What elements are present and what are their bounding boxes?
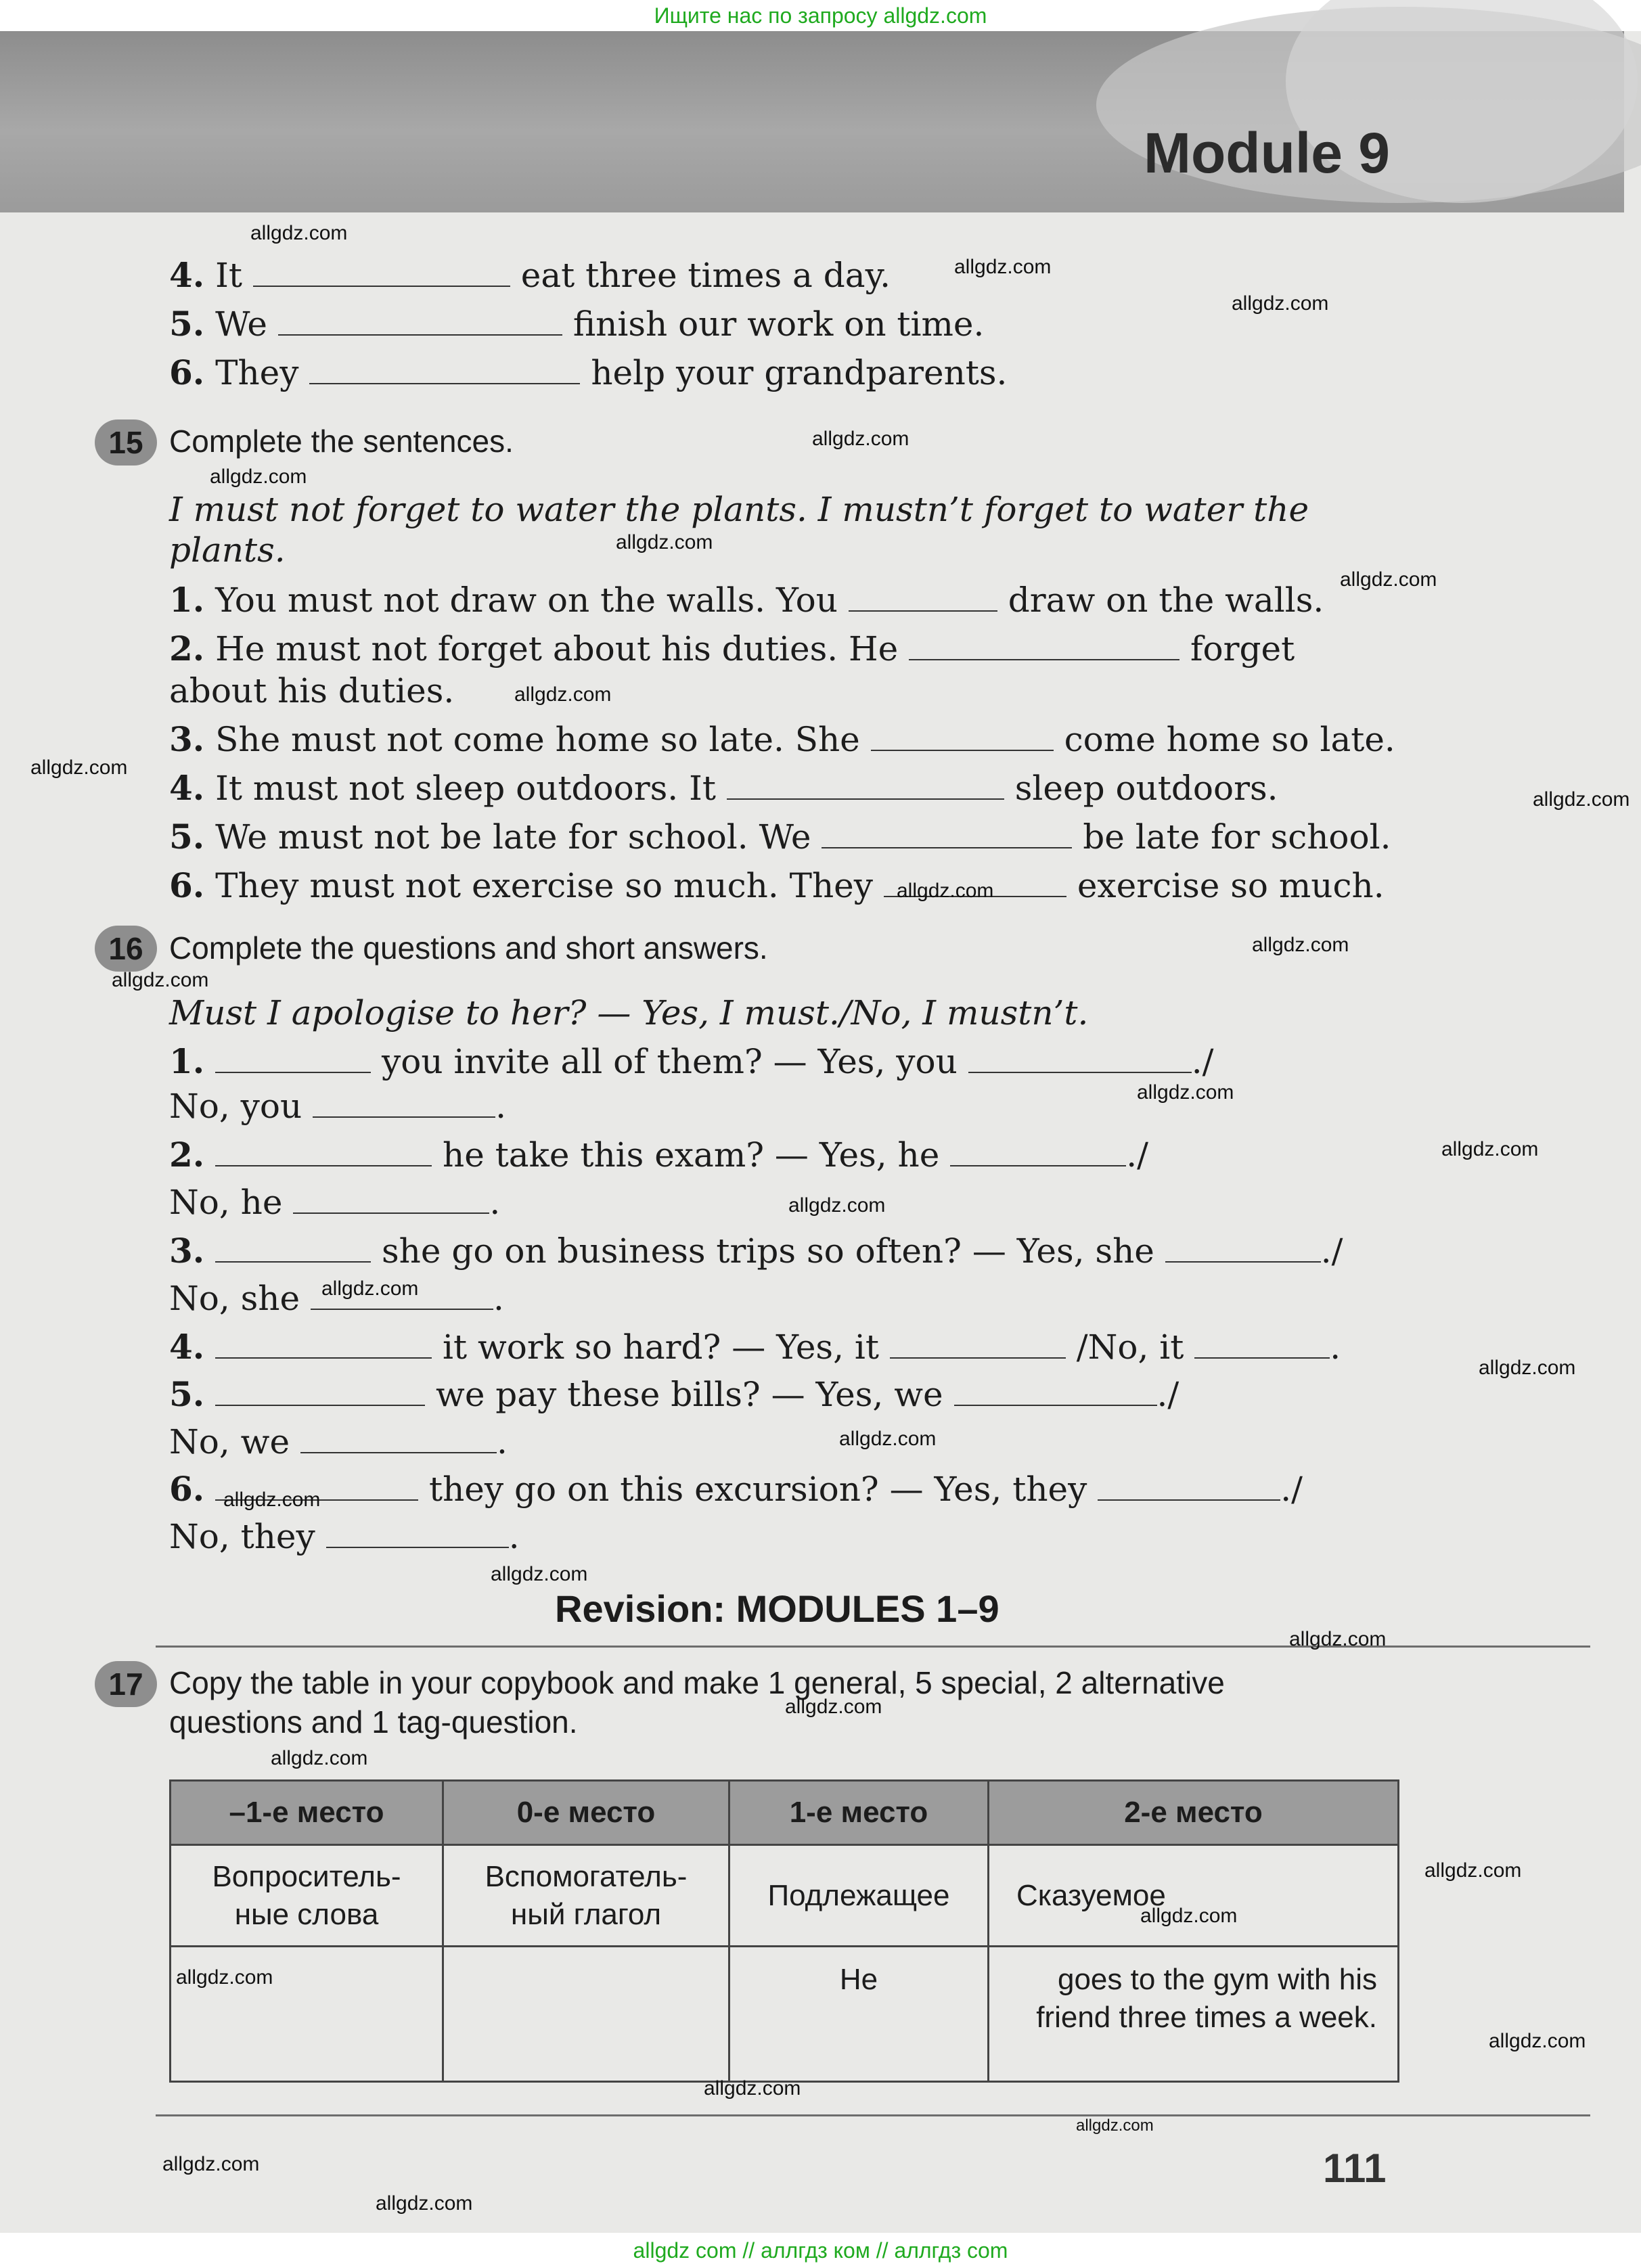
watermark: allgdz.com (1140, 1905, 1238, 1927)
table-cell: Вопроситель- ные слова (171, 1845, 443, 1947)
answer-blank[interactable] (300, 1420, 497, 1453)
ex16-item-3: 3. she go on business trips so often? — Yes, she ./ (169, 1227, 1343, 1275)
answer-blank[interactable] (215, 1133, 432, 1166)
table-header-cell: 2-е место (989, 1781, 1399, 1845)
answer-blank[interactable] (253, 253, 510, 287)
watermark: allgdz.com (1533, 788, 1630, 811)
answer-blank[interactable] (1098, 1467, 1280, 1501)
answer-blank[interactable] (849, 578, 997, 612)
page-number: 111 (1323, 2146, 1387, 2191)
table-row (171, 1845, 1399, 1947)
ex16-item-5: 5. we pay these bills? — Yes, we ./ (169, 1371, 1179, 1418)
bleed-through-text (1326, 257, 1336, 294)
ex15-item-2-cont: about his duties. (169, 671, 455, 710)
answer-blank[interactable] (890, 1325, 1066, 1359)
exercise-15-title: Complete the sentences. (169, 424, 514, 459)
exercise-15-example: I must not forget to water the plants. I mustn’t forget to water the (169, 490, 1309, 529)
ex16-item-6: 6. they go on this excursion? — Yes, they ./ (169, 1466, 1303, 1513)
footer-divider (156, 2114, 1590, 2116)
watermark: allgdz.com (1479, 1357, 1576, 1379)
watermark: allgdz.com (954, 256, 1052, 278)
watermark: allgdz.com (1076, 2116, 1154, 2135)
watermark: allgdz.com (223, 1489, 321, 1511)
exercise-17-title: Copy the table in your copybook and make 1 general, 5 special, 2 alternative (169, 1665, 1225, 1700)
watermark: allgdz.com (785, 1696, 882, 1718)
ex16-item-5-no: No, we . (169, 1418, 508, 1466)
exercise-15-badge: 15 (95, 419, 157, 466)
watermark: allgdz.com (812, 428, 909, 450)
watermark: allgdz.com (1424, 1859, 1522, 1882)
answer-blank[interactable] (954, 1372, 1157, 1406)
watermark: allgdz.com (112, 969, 209, 991)
table-header-cell: –1-е место (171, 1781, 443, 1845)
ex14-line-5: 5. We finish our work on time. (169, 300, 984, 348)
answer-blank[interactable] (215, 1372, 425, 1406)
table-cell: Сказуемое (989, 1845, 1399, 1947)
ex16-item-1-no: No, you . (169, 1083, 506, 1130)
answer-blank[interactable] (326, 1514, 509, 1548)
exercise-17-title-cont: questions and 1 tag-question. (169, 1704, 578, 1740)
watermark: allgdz.com (1289, 1628, 1387, 1650)
answer-blank[interactable] (1165, 1229, 1321, 1263)
answer-blank[interactable] (215, 1039, 371, 1073)
exercise-15-example-cont: plants. (169, 530, 286, 570)
table-header-row (171, 1781, 1399, 1845)
watermark: allgdz.com (1252, 934, 1349, 956)
ex15-item-3: 3. She must not come home so late. She come home so late. (169, 716, 1395, 763)
answer-blank[interactable] (968, 1039, 1192, 1073)
table-row (171, 1947, 1399, 2082)
watermark: allgdz.com (1441, 1138, 1539, 1160)
answer-blank[interactable] (215, 1325, 432, 1359)
watermark: allgdz.com (162, 2153, 260, 2175)
watermark: allgdz.com (176, 1966, 273, 1989)
watermark: allgdz.com (616, 531, 713, 553)
ex16-item-2-no: No, he . (169, 1179, 500, 1226)
watermark: allgdz.com (897, 880, 994, 902)
watermark: allgdz.com (788, 1194, 886, 1217)
table-cell: Подлежащее (729, 1845, 989, 1947)
answer-blank[interactable] (215, 1229, 371, 1263)
table-header-cell: 1-е место (729, 1781, 989, 1845)
top-banner[interactable]: Ищите нас по запросу allgdz.com (0, 0, 1641, 31)
answer-blank[interactable] (309, 350, 580, 384)
table-header-cell: 0-е место (443, 1781, 729, 1845)
watermark: allgdz.com (250, 222, 348, 244)
module-title: Module 9 (1144, 121, 1391, 185)
answer-blank[interactable] (871, 717, 1054, 751)
answer-blank[interactable] (909, 627, 1179, 660)
ex15-item-1: 1. You must not draw on the walls. You draw on the walls. (169, 576, 1324, 624)
answer-blank[interactable] (950, 1133, 1126, 1166)
watermark: allgdz.com (1232, 292, 1329, 315)
watermark: allgdz.com (210, 466, 307, 488)
exercise-16-badge: 16 (95, 926, 157, 972)
watermark: allgdz.com (514, 683, 612, 706)
watermark: allgdz.com (839, 1428, 937, 1450)
ex16-item-4: 4. it work so hard? — Yes, it /No, it . (169, 1323, 1341, 1371)
ex15-item-5: 5. We must not be late for school. We be late for school. (169, 813, 1391, 861)
answer-blank[interactable] (293, 1180, 489, 1214)
exercise-17-badge: 17 (95, 1661, 157, 1707)
ex15-item-6: 6. They must not exercise so much. They exercise so much. (169, 862, 1385, 909)
ex16-item-6-no: No, they . (169, 1513, 520, 1560)
table-cell: Вспомогатель- ный глагол (443, 1845, 729, 1947)
answer-blank[interactable] (1194, 1325, 1330, 1359)
answer-blank[interactable] (727, 766, 1004, 800)
answer-blank[interactable] (313, 1084, 495, 1118)
watermark: allgdz.com (1137, 1081, 1234, 1104)
watermark: allgdz.com (1489, 2030, 1586, 2052)
answer-blank[interactable] (278, 302, 562, 336)
watermark: allgdz.com (271, 1747, 368, 1769)
table-cell: goes to the gym with his friend three times a week. (989, 1947, 1399, 2082)
bottom-banner[interactable]: allgdz com // аллгдз ком // аллгдз com (0, 2233, 1641, 2268)
table-cell (443, 1947, 729, 2082)
answer-blank[interactable] (822, 815, 1072, 848)
table-cell: He (729, 1947, 989, 2082)
watermark: allgdz.com (321, 1277, 419, 1300)
ex14-line-4: 4. It eat three times a day. (169, 252, 891, 299)
watermark: allgdz.com (30, 756, 128, 779)
ex16-item-2: 2. he take this exam? — Yes, he ./ (169, 1131, 1148, 1179)
watermark: allgdz.com (704, 2077, 801, 2100)
ex14-line-6: 6. They help your grandparents. (169, 349, 1007, 396)
ex15-item-4: 4. It must not sleep outdoors. It sleep outdoors. (169, 765, 1278, 812)
watermark: allgdz.com (1340, 568, 1437, 591)
ex16-item-3-no: No, she . (169, 1275, 504, 1322)
watermark: allgdz.com (376, 2192, 473, 2215)
revision-title: Revision: MODULES 1–9 (555, 1587, 999, 1630)
word-order-table (169, 1779, 1399, 2083)
ex16-item-1: 1. you invite all of them? — Yes, you ./ (169, 1038, 1213, 1085)
ex15-item-2: 2. He must not forget about his duties. He forget (169, 625, 1295, 673)
exercise-16-title: Complete the questions and short answers. (169, 930, 768, 966)
watermark: allgdz.com (491, 1563, 588, 1585)
exercise-16-example: Must I apologise to her? — Yes, I must./No, I mustn’t. (169, 993, 1089, 1033)
